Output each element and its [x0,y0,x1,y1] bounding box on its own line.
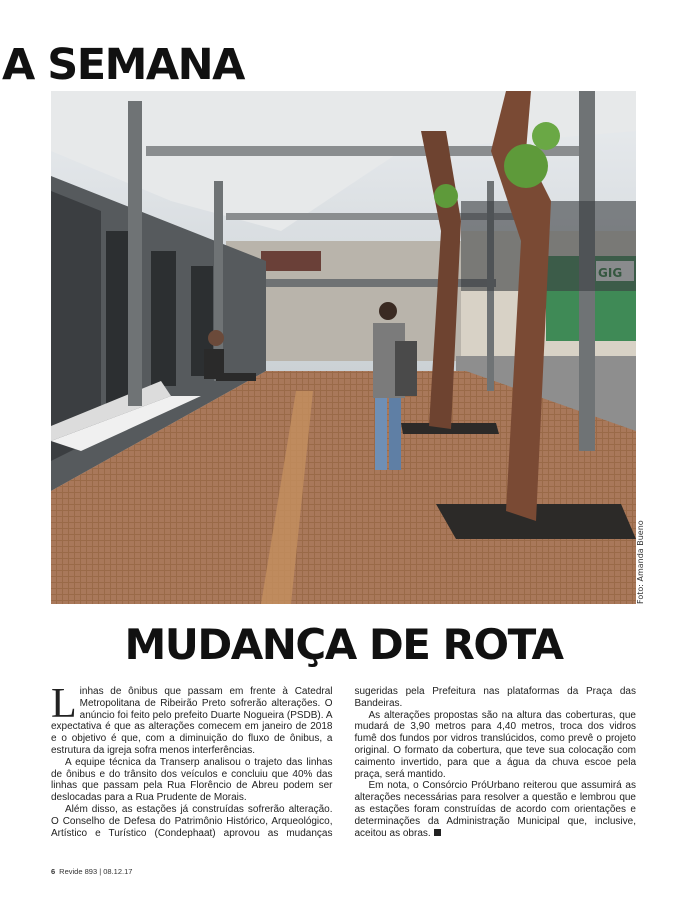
paragraph-2: A equipe técnica da Transerp analisou o trajeto das linhas de ônibus e do trânsito dos veículos e concluiu que 40% das linhas que passam pela Rua Florêncio de Abreu podem ser deslocadas para a Rua Prudente de Morais. [51,756,333,804]
end-of-article-icon [434,829,441,836]
section-title: A SEMANA [2,40,244,90]
paragraph-1: Linhas de ônibus que passam em frente à Catedral Metropolitana de Ribeirão Preto sofrerão alterações. O anúncio foi feito pelo prefeito Duarte Nogueira (PSDB). A expectativa é que as alterações comecem em janeiro de 2018 e o objetivo é que, com a diminuição do fluxo de ônibus, a estrutura da igreja sofra menos interferências. [51,681,333,756]
paragraph-4: As alterações propostas são na altura das coberturas, que mudará de 3,90 metros para 4,40 metros, troca dos vidros fumê dos fundos por vidros translúcidos, como prevê o projeto original. O formato da cobertura, que teve sua colocação com caimento invertido, para que a água da chuva escoe pela praça, será mantido. [354,709,636,780]
article-headline: MUDANÇA DE ROTA [124,620,563,669]
article-photo [51,91,636,604]
paragraph-3: Além disso, as estações já construídas sofrerão alteração. O Conselho de Defesa do Patrimônio Histórico, Arqueológico, Artístico e Turístico (Condephaat) aprovou as mudanças sugeridas pela Prefeitura nas plataformas da Praça das Bandeiras. [51,686,636,839]
dropcap: L [51,681,77,727]
page-footer [51,867,132,876]
paragraph-5: Em nota, o Consórcio PróUrbano reiterou que assumirá as alterações necessárias para resolver a questão e lembrou que as estações foram construídas de acordo com orientações e determinações da Administração Municipal que, inclusive, aceitou as obras. [354,780,636,839]
page-number: 6 [51,867,56,876]
issue-info: Revide 893 | 08.12.17 [59,867,133,876]
article-body [51,681,636,856]
photo-credit: Foto: Amanda Bueno [636,520,645,604]
